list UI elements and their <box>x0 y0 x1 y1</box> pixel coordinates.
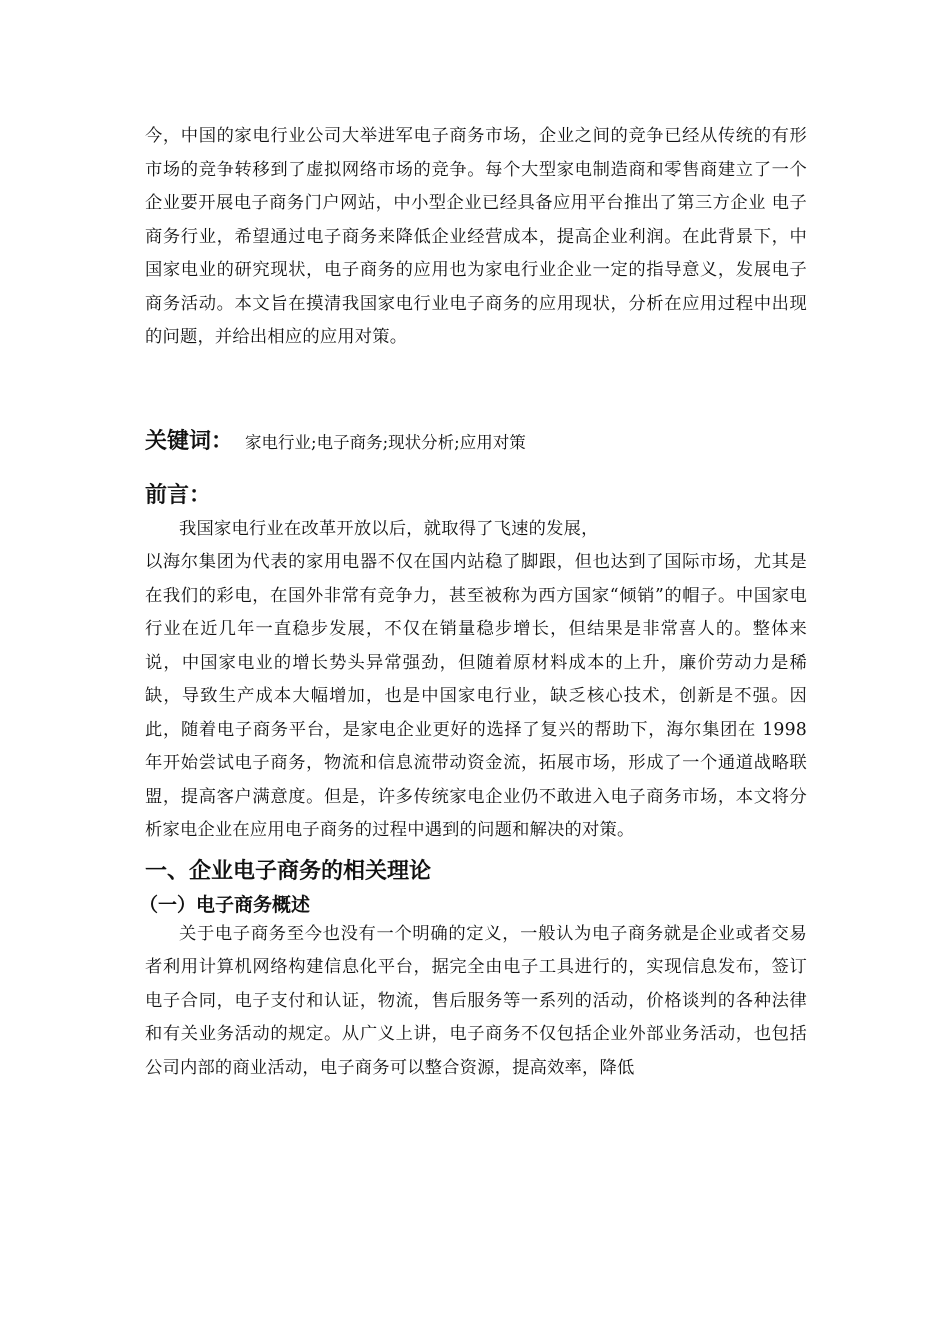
keywords-text: 家电行业;电子商务;现状分析;应用对策 <box>245 432 526 452</box>
preface-heading: 前言： <box>145 482 212 508</box>
section-heading: 一、企业电子商务的相关理论 <box>145 858 432 884</box>
preface-paragraph: 以海尔集团为代表的家用电器不仅在国内站稳了脚跟，但也达到了国际市场，尤其是在我们的彩电，在国外非常有竞争力，甚至被称为西方国家“倾销”的帽子。中国家电行业在近几年一直稳步发展，不仅在销量稳步增长，但结果是非常喜人的。整体来说，中国家电业的增长势头异常强劲，但随着原材料成本的上升，廉价劳动力是稀缺，导致生产成本大幅增加，也是中国家电行业，缺乏核心技术，创新是不强。因此，随着电子商务平台，是家电企业更好的选择了复兴的帮助下，海尔集团在 1998 年开始尝试电子商务，物流和信息流带动资金流，拓展市场，形成了一个通道战略联盟，提高客户满意度。但是，许多传统家电企业仍不敢进入电子商务市场，本文将分析家电企业在应用电子商务的过程中遇到的问题和解决的对策。 <box>145 552 807 840</box>
preface-first-line: 我国家电行业在改革开放以后，就取得了飞速的发展， <box>179 518 599 539</box>
keywords-label: 关键词： <box>145 428 234 454</box>
subsection-paragraph: 关于电子商务至今也没有一个明确的定义，一般认为电子商务就是企业或者交易者利用计算机网络构建信息化平台，据完全由电子工具进行的，实现信息发布，签订电子合同，电子支付和认证，物流，售后服务等一系列的活动，价格谈判的各种法律和有关业务活动的规定。从广义上讲，电子商务不仅包括企业外部业务活动，也包括公司内部的商业活动，电子商务可以整合资源，提高效率，降低 <box>145 923 807 1078</box>
document-page <box>139 120 807 1085</box>
keywords-row <box>145 427 807 457</box>
subsection-heading: （一）电子商务概述 <box>139 893 311 916</box>
abstract-paragraph: 今，中国的家电行业公司大举进军电子商务市场，企业之间的竞争已经从传统的有形市场的竞争转移到了虚拟网络市场的竞争。每个大型家电制造商和零售商建立了一个企业要开展电子商务门户网站，中小型企业已经具备应用平台推出了第三方企业 电子商务行业，希望通过电子商务来降低企业经营成本，提高企业利润。在此背景下，中国家电业的研究现状，电子商务的应用也为家电行业企业一定的指导意义，发展电子商务活动。本文旨在摸清我国家电行业电子商务的应用现状，分析在应用过程中出现的问题，并给出相应的应用对策。 <box>145 126 807 347</box>
